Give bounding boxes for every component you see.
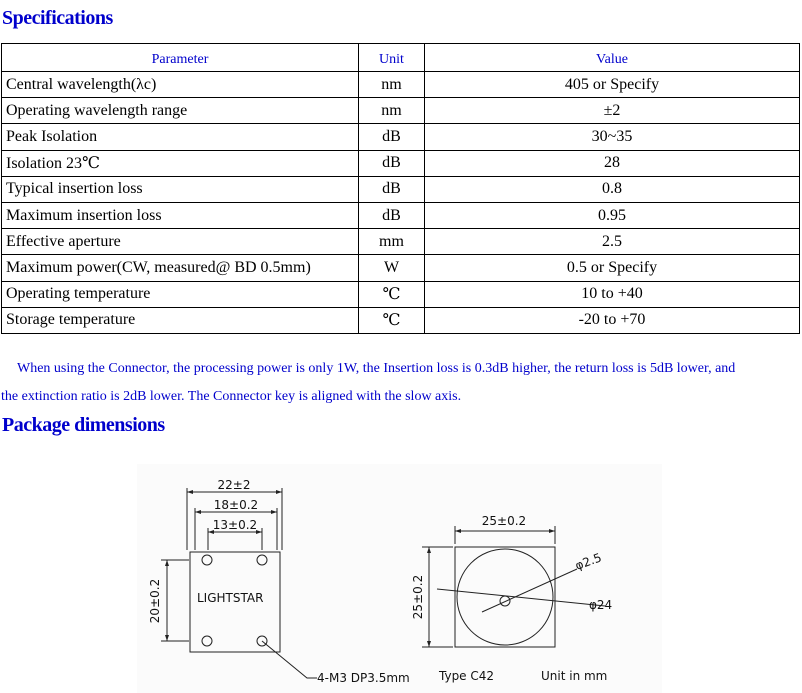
screw-leader [262, 641, 317, 678]
value-cell: 0.95 [425, 202, 800, 228]
mount-hole-tl [202, 555, 212, 565]
table-row [2, 255, 800, 281]
dia-24-label: φ24 [589, 598, 613, 612]
brand-label: LIGHTSTAR [197, 591, 264, 605]
unit-cell: nm [359, 98, 425, 124]
table-row [2, 176, 800, 202]
header-value: Value [425, 44, 800, 72]
dimension-drawing-svg [137, 464, 662, 693]
unit-cell: ℃ [359, 307, 425, 333]
value-cell: 28 [425, 150, 800, 176]
dim-22-label: 22±2 [217, 478, 251, 492]
unit-cell: ℃ [359, 281, 425, 307]
mount-hole-bl [202, 636, 212, 646]
unit-cell: W [359, 255, 425, 281]
screw-note-label: 4-M3 DP3.5mm [317, 671, 410, 685]
note-line-1: When using the Connector, the processing power is only 1W, the Insertion loss is 0.3dB higher, the return loss is 5dB lower, and [17, 361, 736, 376]
param-cell: Isolation 23℃ [2, 150, 359, 176]
table-header-row [2, 44, 800, 72]
value-cell: 405 or Specify [425, 72, 800, 98]
param-cell: Central wavelength(λc) [2, 72, 359, 98]
aperture-outer-circle [457, 549, 553, 645]
table-row [2, 98, 800, 124]
value-cell: 30~35 [425, 124, 800, 150]
unit-label: Unit in mm [541, 669, 608, 683]
mount-hole-tr [257, 555, 267, 565]
connector-note [1, 355, 801, 411]
dia-25-label: φ2.5 [573, 550, 604, 573]
value-cell: 0.8 [425, 176, 800, 202]
table-row [2, 307, 800, 333]
dim-13-label: 13±0.2 [212, 518, 258, 532]
value-cell: 2.5 [425, 229, 800, 255]
unit-cell: dB [359, 202, 425, 228]
unit-cell: mm [359, 229, 425, 255]
param-cell: Effective aperture [2, 229, 359, 255]
package-drawing [137, 464, 662, 693]
param-cell: Peak Isolation [2, 124, 359, 150]
table-row [2, 229, 800, 255]
specifications-table [1, 43, 800, 334]
dia-25-leader [482, 569, 577, 612]
table-row [2, 150, 800, 176]
unit-cell: dB [359, 150, 425, 176]
unit-cell: nm [359, 72, 425, 98]
dia-24-leader [437, 589, 605, 606]
right-view-body [455, 547, 555, 647]
unit-cell: dB [359, 124, 425, 150]
param-cell: Maximum insertion loss [2, 202, 359, 228]
param-cell: Typical insertion loss [2, 176, 359, 202]
aperture-inner-circle [500, 596, 510, 606]
value-cell: 0.5 or Specify [425, 255, 800, 281]
dim-25-side-label: 25±0.2 [411, 574, 425, 620]
dim-25-top-label: 25±0.2 [481, 514, 527, 528]
param-cell: Operating temperature [2, 281, 359, 307]
value-cell: 10 to +40 [425, 281, 800, 307]
table-row [2, 124, 800, 150]
header-parameter: Parameter [2, 44, 359, 72]
table-row [2, 72, 800, 98]
value-cell: ±2 [425, 98, 800, 124]
package-dimensions-heading: Package dimensions [2, 414, 165, 436]
value-cell: -20 to +70 [425, 307, 800, 333]
dim-18-label: 18±0.2 [213, 498, 259, 512]
note-line-2: the extinction ratio is 2dB lower. The Connector key is aligned with the slow axis. [1, 389, 462, 404]
type-label: Type C42 [439, 669, 495, 683]
header-unit: Unit [359, 44, 425, 72]
param-cell: Maximum power(CW, measured@ BD 0.5mm) [2, 255, 359, 281]
table-row [2, 281, 800, 307]
table-row [2, 202, 800, 228]
unit-cell: dB [359, 176, 425, 202]
param-cell: Storage temperature [2, 307, 359, 333]
param-cell: Operating wavelength range [2, 98, 359, 124]
specifications-heading: Specifications [2, 7, 113, 29]
dim-20-label: 20±0.2 [148, 578, 162, 624]
